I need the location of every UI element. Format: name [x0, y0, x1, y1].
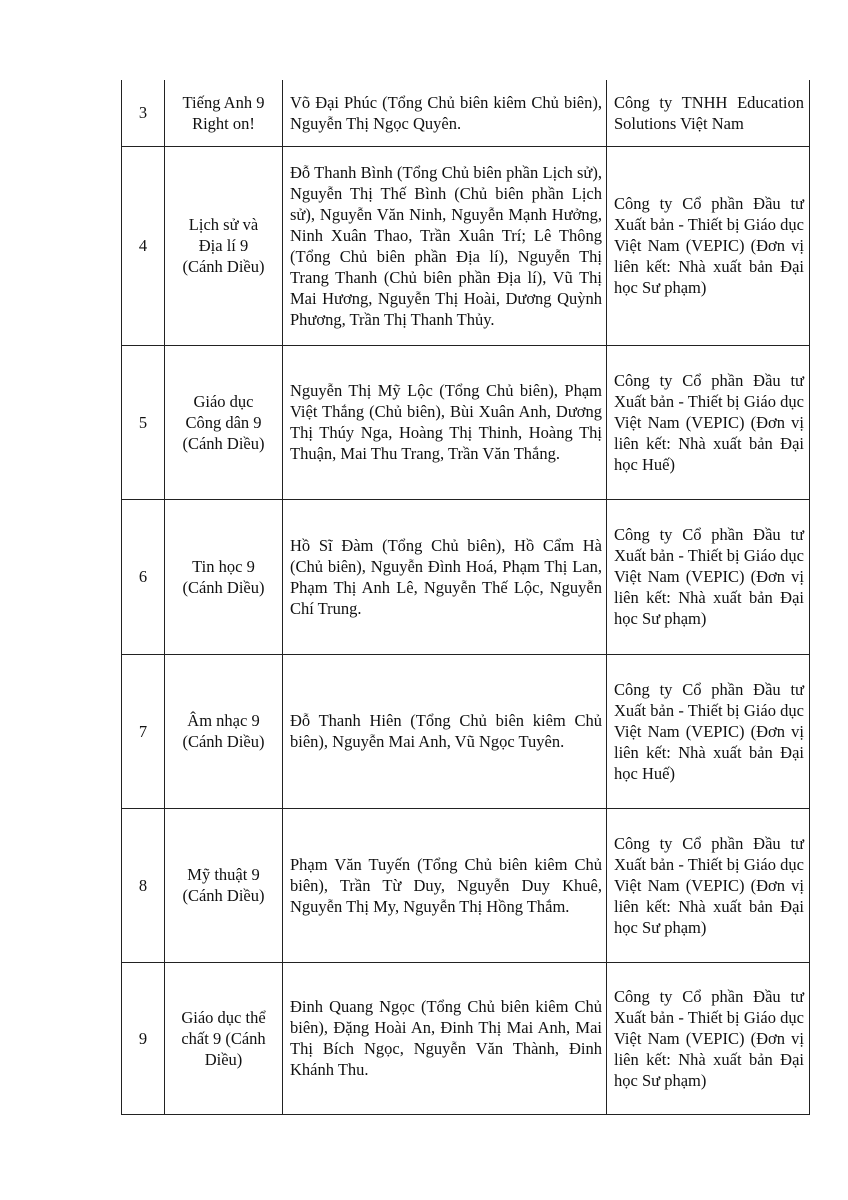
book-title-cell — [165, 80, 283, 146]
table-row — [122, 808, 810, 962]
row-number-cell — [122, 146, 165, 345]
publisher-cell — [607, 345, 810, 499]
publisher-cell — [607, 80, 810, 146]
row-number: 4 — [138, 236, 148, 255]
table-row — [122, 499, 810, 654]
book-title-cell — [165, 808, 283, 962]
row-number: 7 — [138, 721, 148, 741]
publisher: Công ty Cổ phần Đầu tư Xuất bản - Thiết bị Giáo dục Việt Nam (VEPIC) (Đơn vị liên kết: Nhà xuất bản Đại học Sư phạm) — [614, 986, 804, 1090]
book-title: Âm nhạc 9 (Cánh Diều) — [182, 711, 265, 751]
publisher: Công ty Cổ phần Đầu tư Xuất bản - Thiết bị Giáo dục Việt Nam (VEPIC) (Đơn vị liên kết: Nhà xuất bản Đại học Sư phạm) — [614, 194, 804, 297]
authors: Đỗ Thanh Bình (Tổng Chủ biên phần Lịch sử), Nguyễn Thị Thế Bình (Chủ biên phần Lịch sử), Nguyễn Văn Ninh, Nguyễn Mạnh Hưởng, Ninh Xuân Thao, Trần Xuân Trí; Lê Thông (Tổng Chủ biên phần Địa lí), Nguyễn Thị Trang Thanh (Chủ biên phần Địa lí), Vũ Thị Mai Hương, Nguyễn Thị Hoài, Dương Quỳnh Phương, Trần Thị Thanh Thủy. — [290, 162, 602, 329]
authors-cell — [283, 962, 607, 1114]
row-number: 3 — [138, 103, 148, 123]
book-title: Mỹ thuật 9 (Cánh Diều) — [182, 865, 265, 905]
authors: Võ Đại Phúc (Tổng Chủ biên kiêm Chủ biên), Nguyễn Thị Ngọc Quyên. — [290, 92, 602, 133]
book-title: Giáo dục Công dân 9 (Cánh Diều) — [182, 391, 265, 453]
row-number-cell — [122, 345, 165, 499]
book-title: Giáo dục thể chất 9 (Cánh Diều) — [181, 1007, 266, 1069]
publisher: Công ty Cổ phần Đầu tư Xuất bản - Thiết bị Giáo dục Việt Nam (VEPIC) (Đơn vị liên kết: Nhà xuất bản Đại học Sư phạm) — [614, 525, 804, 628]
authors-cell — [283, 808, 607, 962]
row-number: 8 — [138, 875, 148, 895]
table-row — [122, 80, 810, 146]
row-number: 9 — [138, 1028, 148, 1048]
authors: Nguyễn Thị Mỹ Lộc (Tổng Chủ biên), Phạm Việt Thắng (Chủ biên), Bùi Xuân Anh, Dương Thị Thúy Nga, Hoàng Thị Thinh, Hoàng Thị Thuận, Mai Thu Trang, Trần Văn Thắng. — [290, 381, 602, 463]
book-title-cell — [165, 654, 283, 808]
row-number-cell — [122, 654, 165, 808]
authors-cell — [283, 654, 607, 808]
table-row — [122, 345, 810, 499]
authors-cell — [283, 345, 607, 499]
book-title: Lịch sử và Địa lí 9 (Cánh Diều) — [182, 215, 265, 276]
book-title: Tiếng Anh 9 Right on! — [182, 92, 265, 133]
authors-cell — [283, 146, 607, 345]
table-row — [122, 146, 810, 345]
book-title: Tin học 9 (Cánh Diều) — [182, 556, 265, 597]
authors: Đinh Quang Ngọc (Tổng Chủ biên kiêm Chủ biên), Đặng Hoài An, Đinh Thị Mai Anh, Mai Thị Bích Ngọc, Nguyễn Văn Thành, Đinh Khánh Thu. — [290, 997, 602, 1079]
publisher-cell — [607, 808, 810, 962]
authors: Đỗ Thanh Hiên (Tổng Chủ biên kiêm Chủ biên), Nguyễn Mai Anh, Vũ Ngọc Tuyên. — [290, 711, 602, 751]
publisher-cell — [607, 499, 810, 654]
row-number-cell — [122, 808, 165, 962]
book-title-cell — [165, 962, 283, 1114]
publisher-cell — [607, 146, 810, 345]
authors: Hồ Sĩ Đàm (Tổng Chủ biên), Hồ Cẩm Hà (Chủ biên), Nguyễn Đình Hoá, Phạm Thị Lan, Phạm Thị Anh Lê, Nguyễn Thế Lộc, Nguyễn Chí Trung. — [290, 535, 602, 618]
row-number-cell — [122, 962, 165, 1114]
authors-cell — [283, 80, 607, 146]
row-number-cell — [122, 80, 165, 146]
publisher-cell — [607, 654, 810, 808]
publisher: Công ty TNHH Education Solutions Việt Nam — [614, 92, 804, 133]
table-row — [122, 654, 810, 808]
publisher: Công ty Cổ phần Đầu tư Xuất bản - Thiết bị Giáo dục Việt Nam (VEPIC) (Đơn vị liên kết: Nhà xuất bản Đại học Sư phạm) — [614, 833, 804, 937]
table-row — [122, 962, 810, 1114]
publisher: Công ty Cổ phần Đầu tư Xuất bản - Thiết bị Giáo dục Việt Nam (VEPIC) (Đơn vị liên kết: Nhà xuất bản Đại học Huế) — [614, 679, 804, 783]
authors: Phạm Văn Tuyến (Tổng Chủ biên kiêm Chủ biên), Trần Từ Duy, Nguyễn Duy Khuê, Nguyễn Thị My, Nguyễn Thị Hồng Thắm. — [290, 854, 602, 916]
row-number-cell — [122, 499, 165, 654]
textbook-table — [121, 80, 810, 1115]
publisher-cell — [607, 962, 810, 1114]
authors-cell — [283, 499, 607, 654]
publisher: Công ty Cổ phần Đầu tư Xuất bản - Thiết bị Giáo dục Việt Nam (VEPIC) (Đơn vị liên kết: Nhà xuất bản Đại học Huế) — [614, 370, 804, 474]
book-title-cell — [165, 146, 283, 345]
book-title-cell — [165, 499, 283, 654]
book-title-cell — [165, 345, 283, 499]
row-number: 5 — [138, 412, 148, 432]
row-number: 6 — [138, 567, 148, 586]
